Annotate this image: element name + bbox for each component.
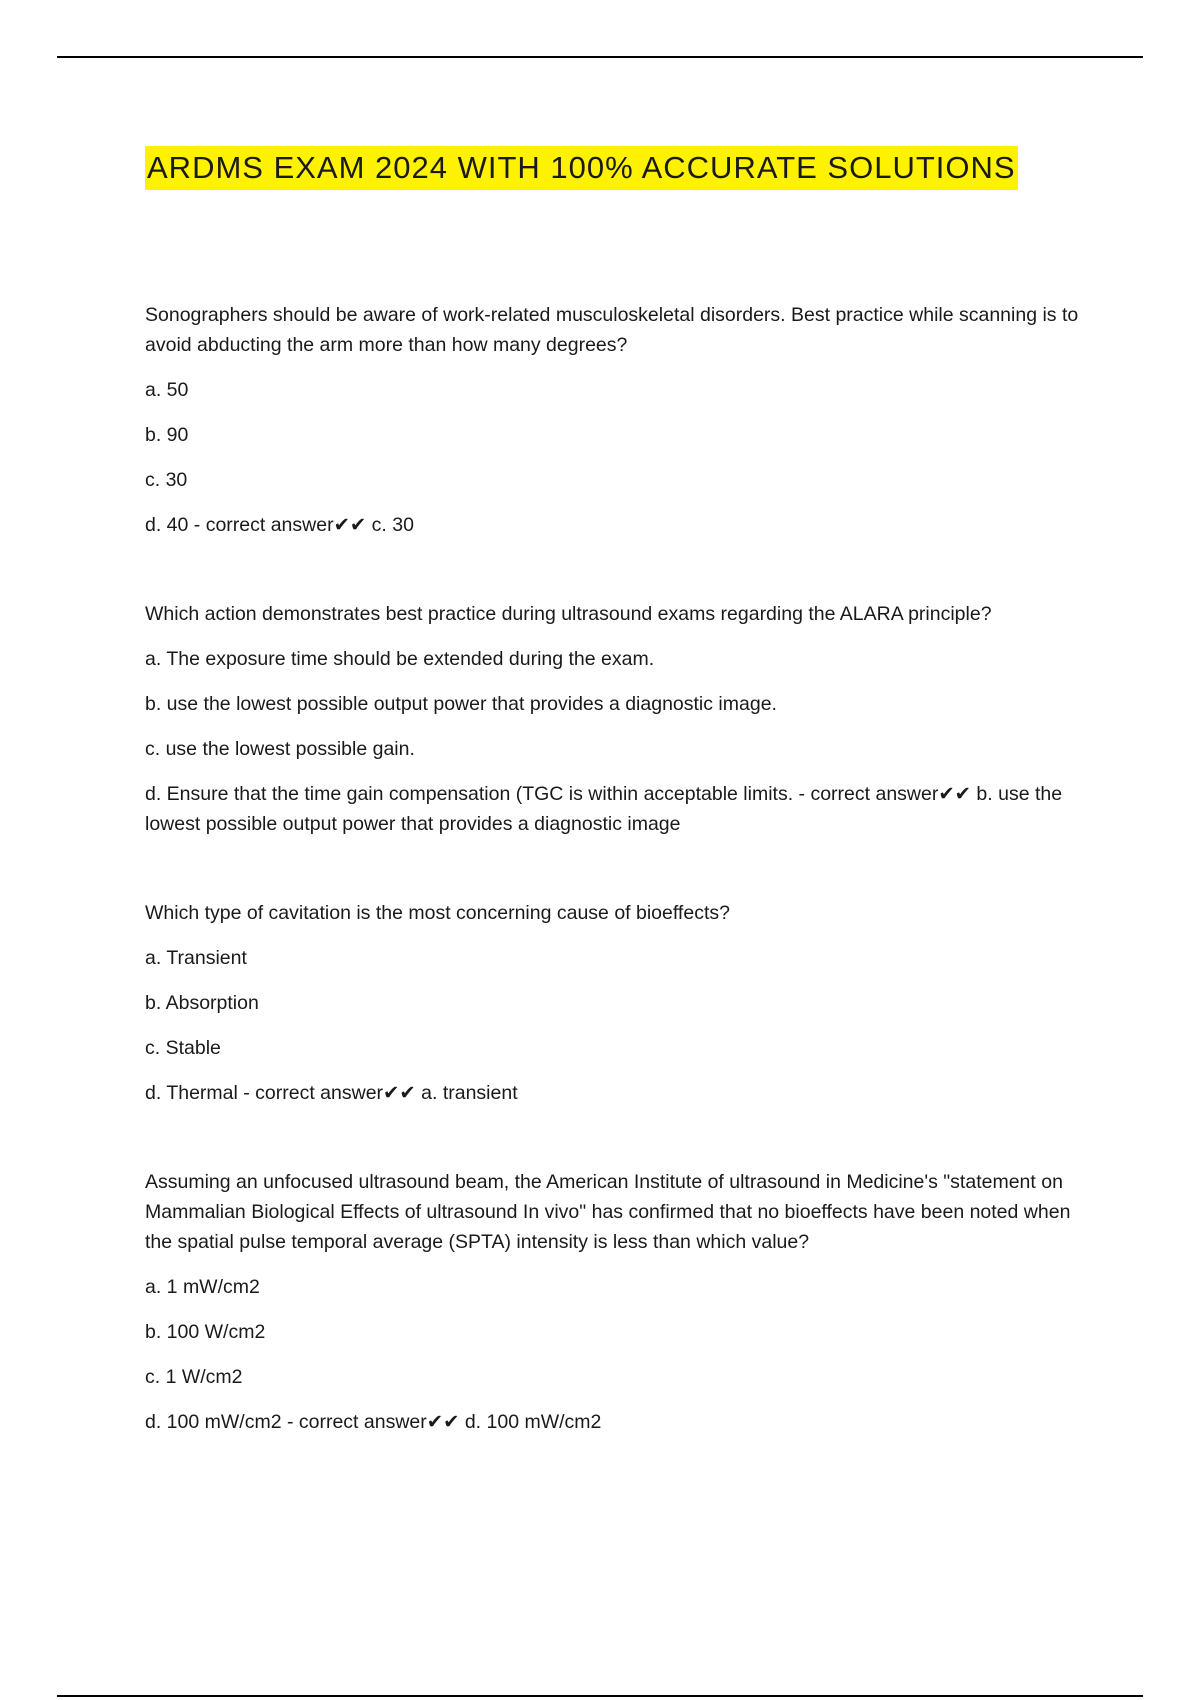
- question-text: Which type of cavitation is the most concerning cause of bioeffects?: [145, 902, 730, 924]
- question-block: [145, 599, 1095, 839]
- header-rule: [57, 56, 1143, 58]
- answer-option-with-correct-answer: d. 100 mW/cm2 - correct answer✔✔ d. 100 mW/cm2: [145, 1411, 602, 1433]
- question-text: Sonographers should be aware of work-related musculoskeletal disorders. Best practice while scanning is to avoid abducting the arm more than how many degrees?: [145, 304, 1079, 356]
- answer-option: a. Transient: [145, 947, 247, 969]
- answer-option: a. 1 mW/cm2: [145, 1276, 260, 1298]
- answer-option: b. 90: [145, 424, 189, 446]
- answer-option: a. 50: [145, 379, 189, 401]
- page-title: ARDMS EXAM 2024 WITH 100% ACCURATE SOLUTIONS: [145, 146, 1018, 190]
- answer-option-with-correct-answer: d. Thermal - correct answer✔✔ a. transient: [145, 1082, 518, 1104]
- answer-option: c. 30: [145, 469, 188, 491]
- answer-option: b. use the lowest possible output power that provides a diagnostic image.: [145, 693, 777, 715]
- answer-option-with-correct-answer: d. 40 - correct answer✔✔ c. 30: [145, 514, 414, 536]
- question-list: [145, 300, 1095, 1496]
- question-text: Which action demonstrates best practice during ultrasound exams regarding the ALARA principle?: [145, 603, 992, 625]
- question-text: Assuming an unfocused ultrasound beam, the American Institute of ultrasound in Medicine's "statement on Mammalian Biological Effects of ultrasound In vivo" has confirmed that no bioeffects have been noted when the spatial pulse temporal average (SPTA) intensity is less than which value?: [145, 1171, 1071, 1253]
- answer-option: a. The exposure time should be extended during the exam.: [145, 648, 655, 670]
- question-block: [145, 1167, 1095, 1437]
- answer-option: c. Stable: [145, 1037, 221, 1059]
- answer-option-with-correct-answer: d. Ensure that the time gain compensation (TGC is within acceptable limits. - correct answer✔✔ b. use the lowest possible output power that provides a diagnostic image: [145, 783, 1063, 835]
- answer-option: c. use the lowest possible gain.: [145, 738, 415, 760]
- answer-option: b. Absorption: [145, 992, 259, 1014]
- footer-rule: [57, 1695, 1143, 1697]
- question-block: [145, 898, 1095, 1108]
- question-block: [145, 300, 1095, 540]
- answer-option: b. 100 W/cm2: [145, 1321, 266, 1343]
- title-container: [145, 146, 1018, 190]
- answer-option: c. 1 W/cm2: [145, 1366, 243, 1388]
